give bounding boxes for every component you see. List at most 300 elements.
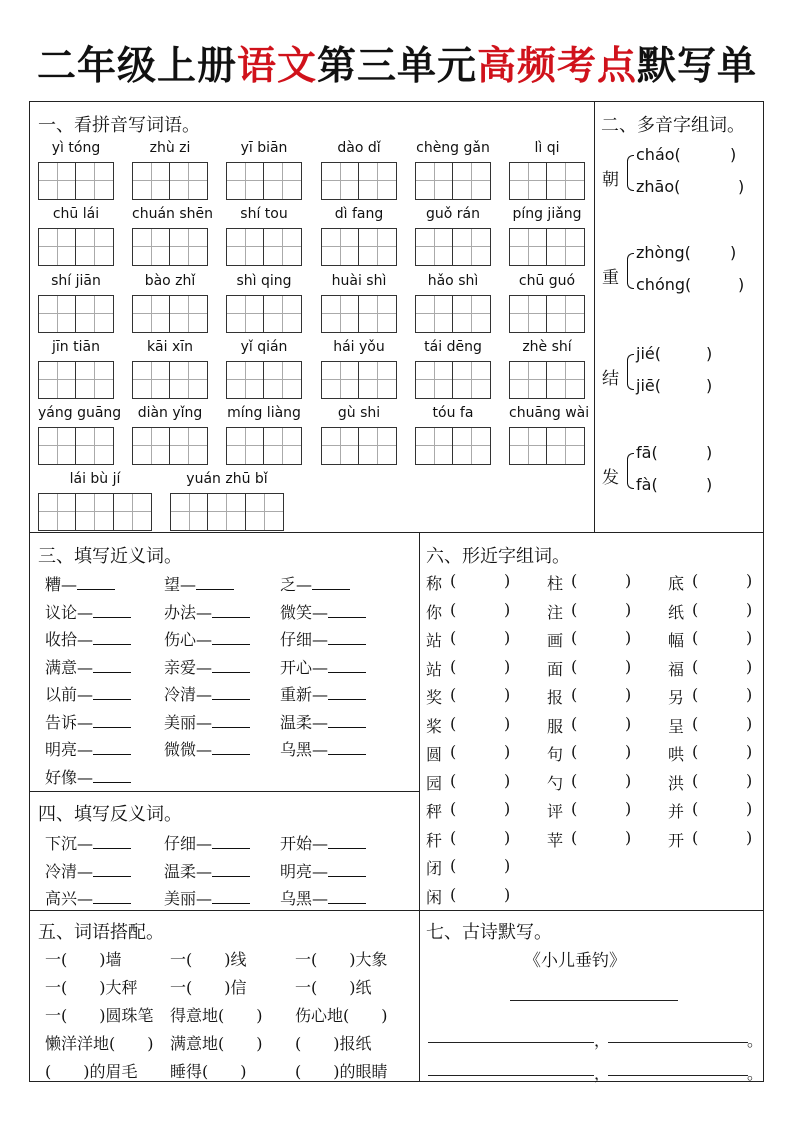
writing-grid[interactable]: [132, 427, 208, 465]
close-paren[interactable]: ): [625, 571, 632, 590]
similar-char: 称: [426, 574, 443, 593]
answer-blank[interactable]: [328, 603, 366, 618]
grid-cell[interactable]: [76, 494, 113, 530]
open-paren: (: [692, 770, 699, 790]
grid-cell[interactable]: [246, 494, 283, 530]
word-label: 温柔—: [164, 861, 213, 881]
answer-blank[interactable]: [212, 630, 250, 645]
grid-cell[interactable]: [547, 362, 584, 398]
writing-grid[interactable]: [415, 427, 491, 465]
close-paren[interactable]: ): [504, 628, 511, 647]
poem-line-2a[interactable]: [428, 1075, 594, 1076]
polyphone-char: 重: [602, 268, 619, 288]
open-paren: (: [692, 713, 699, 733]
poem-author-line[interactable]: [510, 1000, 678, 1001]
grid-cell[interactable]: [416, 296, 453, 332]
close-paren[interactable]: ): [504, 827, 511, 847]
answer-blank[interactable]: [93, 603, 131, 618]
similar-char: 幅: [668, 631, 685, 650]
similar-char: 闲: [426, 887, 443, 907]
writing-grid[interactable]: [321, 427, 397, 465]
grid-cell[interactable]: [39, 229, 76, 265]
pinyin-label: guǒ rán: [426, 206, 480, 222]
writing-grid[interactable]: [38, 295, 114, 333]
poem-line-1a[interactable]: [428, 1042, 594, 1043]
close-paren[interactable]: ): [625, 599, 632, 619]
pinyin-label: píng jiǎng: [512, 206, 582, 222]
word-label: 糟—: [45, 575, 78, 594]
open-paren: (: [571, 685, 578, 704]
writing-grid[interactable]: [226, 295, 302, 333]
word-blank-item: [280, 682, 366, 705]
close-paren[interactable]: ): [746, 628, 753, 647]
grid-cell[interactable]: [133, 428, 170, 464]
word-label: 乌黑—: [280, 889, 329, 908]
matching-item[interactable]: 得意地( ): [170, 1006, 263, 1025]
grid-cell[interactable]: [453, 229, 490, 265]
writing-grid[interactable]: [226, 361, 302, 399]
close-paren[interactable]: ): [625, 742, 632, 761]
writing-grid[interactable]: [38, 427, 114, 465]
brace-icon: [627, 453, 634, 489]
answer-blank[interactable]: [93, 658, 131, 673]
grid-cell[interactable]: [170, 229, 207, 265]
pinyin-label: tái dēng: [424, 339, 482, 355]
grid-cell[interactable]: [227, 362, 264, 398]
similar-char: 开: [668, 830, 685, 850]
grid-cell[interactable]: [227, 229, 264, 265]
word-blank-item: [45, 600, 131, 623]
similar-char: 报: [547, 688, 564, 707]
poem-line-2b[interactable]: [608, 1075, 748, 1076]
grid-cell[interactable]: [510, 362, 547, 398]
section-7-title: 七、古诗默写。: [426, 922, 552, 943]
grid-cell[interactable]: [76, 229, 113, 265]
grid-cell[interactable]: [416, 229, 453, 265]
brace-icon: [627, 155, 634, 191]
word-blank-item: [280, 655, 366, 678]
writing-grid[interactable]: [321, 295, 397, 333]
writing-grid[interactable]: [38, 493, 152, 531]
polyphone-char: 发: [602, 468, 619, 488]
writing-grid[interactable]: [321, 361, 397, 399]
close-paren[interactable]: ): [504, 571, 511, 590]
grid-cell[interactable]: [453, 296, 490, 332]
grid-cell[interactable]: [264, 428, 301, 464]
grid-cell[interactable]: [359, 163, 396, 199]
pinyin-label: bào zhǐ: [144, 273, 196, 289]
polyphone-reading: cháo(: [636, 145, 681, 164]
word-blank-item: [280, 831, 366, 854]
answer-blank[interactable]: [212, 685, 250, 700]
grid-cell[interactable]: [133, 229, 170, 265]
grid-cell[interactable]: [227, 296, 264, 332]
writing-grid[interactable]: [132, 361, 208, 399]
open-paren: (: [571, 656, 578, 676]
matching-item[interactable]: ( )报纸: [295, 1034, 372, 1053]
section-2-title: 二、多音字组词。: [601, 115, 745, 136]
word-blank-item: [280, 886, 366, 909]
answer-blank[interactable]: [328, 630, 366, 645]
poem-line-1b[interactable]: [608, 1042, 748, 1043]
grid-cell[interactable]: [76, 362, 113, 398]
grid-cell[interactable]: [359, 229, 396, 265]
word-label: 冷清—: [164, 685, 213, 704]
close-paren[interactable]: ): [746, 599, 753, 619]
writing-grid[interactable]: [415, 162, 491, 200]
word-blank-item: [164, 600, 250, 623]
pinyin-label: tóu fa: [432, 405, 474, 421]
writing-grid[interactable]: [509, 228, 585, 266]
answer-blank[interactable]: [312, 575, 350, 590]
close-paren[interactable]: ): [504, 599, 511, 619]
word-blank-item: [45, 886, 131, 909]
section-1-title: 一、看拼音写词语。: [38, 115, 200, 136]
close-paren: ): [738, 275, 745, 294]
polyphone-reading: fà(: [636, 475, 658, 494]
word-label: 美丽—: [164, 712, 213, 732]
answer-blank[interactable]: [93, 834, 131, 849]
close-paren[interactable]: ): [746, 799, 753, 818]
answer-blank[interactable]: [212, 889, 250, 904]
open-paren: (: [692, 742, 699, 761]
writing-grid[interactable]: [321, 228, 397, 266]
section-4-title: 四、填写反义词。: [38, 804, 182, 825]
grid-cell[interactable]: [322, 428, 359, 464]
close-paren[interactable]: ): [504, 799, 511, 818]
similar-char: 并: [668, 802, 685, 821]
word-blank-item: [280, 737, 366, 760]
word-label: 温柔—: [280, 712, 329, 732]
grid-cell[interactable]: [416, 362, 453, 398]
grid-cell[interactable]: [133, 163, 170, 199]
open-paren: (: [692, 685, 699, 704]
poem-title: 《小儿垂钓》: [524, 951, 626, 971]
pinyin-label: jīn tiān: [52, 339, 100, 355]
word-label: 仔细—: [164, 834, 213, 853]
grid-cell[interactable]: [416, 428, 453, 464]
close-paren[interactable]: ): [746, 742, 753, 761]
matching-item[interactable]: 满意地( ): [170, 1034, 263, 1053]
close-paren[interactable]: ): [504, 685, 511, 704]
open-paren: (: [571, 742, 578, 761]
similar-char: 奖: [426, 688, 443, 707]
writing-grid[interactable]: [415, 361, 491, 399]
answer-blank[interactable]: [93, 862, 131, 877]
close-paren[interactable]: ): [746, 827, 753, 847]
pinyin-label: chuán shēn: [132, 206, 213, 222]
grid-cell[interactable]: [359, 296, 396, 332]
close-paren[interactable]: ): [625, 770, 632, 790]
grid-cell[interactable]: [510, 296, 547, 332]
open-paren: (: [450, 685, 457, 704]
word-blank-item: [45, 572, 115, 595]
poem-period-1: 。: [747, 1031, 764, 1050]
open-paren: (: [571, 770, 578, 790]
answer-blank[interactable]: [93, 685, 131, 700]
answer-blank[interactable]: [328, 713, 366, 728]
grid-cell[interactable]: [453, 163, 490, 199]
word-blank-item: [45, 655, 131, 678]
grid-cell[interactable]: [510, 229, 547, 265]
grid-cell[interactable]: [76, 296, 113, 332]
close-paren: ): [730, 145, 737, 164]
answer-blank[interactable]: [77, 575, 115, 590]
matching-item[interactable]: 一( )大象: [295, 950, 388, 969]
matching-item[interactable]: 睡得( ): [170, 1062, 247, 1081]
answer-blank[interactable]: [328, 740, 366, 755]
grid-cell[interactable]: [227, 163, 264, 199]
similar-char: 洪: [668, 773, 685, 793]
writing-grid[interactable]: [509, 427, 585, 465]
close-paren: ): [738, 177, 745, 196]
writing-grid[interactable]: [415, 228, 491, 266]
word-label: 乌黑—: [280, 740, 329, 759]
close-paren: ): [706, 376, 713, 395]
word-label: 明亮—: [280, 861, 329, 881]
open-paren: (: [450, 742, 457, 761]
similar-char: 站: [426, 631, 443, 650]
answer-blank[interactable]: [93, 889, 131, 904]
grid-cell[interactable]: [359, 428, 396, 464]
answer-blank[interactable]: [328, 834, 366, 849]
grid-cell[interactable]: [170, 296, 207, 332]
writing-grid[interactable]: [509, 295, 585, 333]
close-paren[interactable]: ): [625, 685, 632, 704]
answer-blank[interactable]: [212, 740, 250, 755]
section-6-box: [419, 532, 764, 911]
open-paren: (: [692, 599, 699, 619]
grid-cell[interactable]: [510, 428, 547, 464]
word-label: 微微—: [164, 740, 213, 759]
matching-item[interactable]: 懒洋洋地( ): [45, 1034, 154, 1053]
pinyin-label: hái yǒu: [333, 339, 385, 355]
writing-grid[interactable]: [38, 228, 114, 266]
open-paren: (: [450, 770, 457, 790]
grid-cell[interactable]: [39, 163, 76, 199]
word-label: 满意—: [45, 657, 94, 677]
answer-blank[interactable]: [212, 834, 250, 849]
writing-grid[interactable]: [132, 228, 208, 266]
polyphone-reading: jié(: [636, 344, 661, 363]
close-paren[interactable]: ): [504, 742, 511, 761]
grid-cell[interactable]: [264, 362, 301, 398]
grid-cell[interactable]: [133, 296, 170, 332]
answer-blank[interactable]: [196, 575, 234, 590]
grid-cell[interactable]: [547, 428, 584, 464]
close-paren[interactable]: ): [504, 856, 511, 875]
writing-grid[interactable]: [226, 228, 302, 266]
writing-grid[interactable]: [38, 162, 114, 200]
polyphone-reading: chóng(: [636, 275, 692, 294]
poem-period-2: 。: [747, 1064, 764, 1083]
grid-cell[interactable]: [322, 229, 359, 265]
similar-char: 服: [547, 716, 564, 736]
grid-cell[interactable]: [322, 163, 359, 199]
answer-blank[interactable]: [93, 630, 131, 645]
close-paren[interactable]: ): [504, 713, 511, 733]
word-blank-item: [164, 682, 250, 705]
open-paren: (: [571, 827, 578, 847]
section-2-box: [594, 101, 764, 533]
answer-blank[interactable]: [212, 862, 250, 877]
answer-blank[interactable]: [328, 889, 366, 904]
answer-blank[interactable]: [328, 658, 366, 673]
writing-grid[interactable]: [509, 361, 585, 399]
open-paren: (: [692, 628, 699, 647]
polyphone-reading: zhòng(: [636, 243, 691, 262]
grid-cell[interactable]: [39, 296, 76, 332]
word-label: 办法—: [164, 602, 213, 622]
writing-grid[interactable]: [226, 427, 302, 465]
answer-blank[interactable]: [212, 658, 250, 673]
grid-cell[interactable]: [264, 163, 301, 199]
matching-item[interactable]: 一( )信: [170, 978, 247, 997]
answer-blank[interactable]: [328, 862, 366, 877]
similar-char: 秤: [426, 802, 443, 821]
grid-cell[interactable]: [171, 494, 208, 530]
close-paren[interactable]: ): [504, 770, 511, 790]
word-blank-item: [280, 600, 366, 623]
polyphone-reading: fā(: [636, 443, 658, 462]
matching-item[interactable]: 伤心地( ): [295, 1006, 388, 1025]
matching-item[interactable]: 一( )墙: [45, 950, 122, 969]
pinyin-label: lái bù jí: [69, 471, 121, 487]
writing-grid[interactable]: [132, 162, 208, 200]
open-paren: (: [450, 799, 457, 818]
similar-char: 另: [668, 688, 685, 707]
section-6-title: 六、形近字组词。: [426, 546, 570, 567]
word-label: 议论—: [45, 602, 94, 622]
matching-item[interactable]: 一( )线: [170, 950, 247, 969]
writing-grid[interactable]: [321, 162, 397, 200]
close-paren[interactable]: ): [625, 656, 632, 676]
grid-cell[interactable]: [39, 428, 76, 464]
similar-char: 圆: [426, 745, 443, 764]
matching-item[interactable]: 一( )圆珠笔: [45, 1006, 154, 1025]
close-paren[interactable]: ): [625, 628, 632, 647]
grid-cell[interactable]: [227, 428, 264, 464]
similar-char: 呈: [668, 716, 685, 736]
close-paren[interactable]: ): [625, 827, 632, 847]
grid-cell[interactable]: [547, 229, 584, 265]
similar-char: 秆: [426, 830, 443, 850]
answer-blank[interactable]: [93, 768, 131, 783]
grid-cell[interactable]: [170, 362, 207, 398]
brace-icon: [627, 253, 634, 289]
matching-item[interactable]: ( )的眉毛: [45, 1062, 138, 1081]
writing-grid[interactable]: [170, 493, 284, 531]
close-paren[interactable]: ): [746, 571, 753, 590]
open-paren: (: [692, 799, 699, 818]
grid-cell[interactable]: [264, 229, 301, 265]
pinyin-label: chèng gǎn: [416, 140, 490, 156]
polyphone-reading: zhāo(: [636, 177, 681, 196]
word-label: 开心—: [280, 657, 329, 677]
open-paren: (: [450, 628, 457, 647]
grid-cell[interactable]: [453, 428, 490, 464]
word-label: 开始—: [280, 834, 329, 853]
pinyin-label: yī biān: [240, 140, 288, 156]
close-paren: ): [706, 475, 713, 494]
open-paren: (: [450, 827, 457, 847]
answer-blank[interactable]: [93, 740, 131, 755]
open-paren: (: [450, 713, 457, 733]
close-paren[interactable]: ): [746, 656, 753, 676]
polyphone-reading: jiē(: [636, 376, 661, 395]
open-paren: (: [692, 827, 699, 847]
grid-cell[interactable]: [76, 428, 113, 464]
grid-cell[interactable]: [264, 296, 301, 332]
grid-cell[interactable]: [322, 296, 359, 332]
word-blank-item: [164, 831, 250, 854]
grid-cell[interactable]: [547, 296, 584, 332]
matching-item[interactable]: 一( )纸: [295, 978, 372, 997]
grid-cell[interactable]: [114, 494, 151, 530]
writing-grid[interactable]: [38, 361, 114, 399]
word-label: 美丽—: [164, 889, 213, 908]
grid-cell[interactable]: [510, 163, 547, 199]
similar-char: 苹: [547, 830, 564, 850]
word-label: 告诉—: [45, 712, 94, 732]
writing-grid[interactable]: [415, 295, 491, 333]
word-label: 微笑—: [280, 602, 329, 622]
close-paren[interactable]: ): [746, 685, 753, 704]
answer-blank[interactable]: [93, 713, 131, 728]
pinyin-label: chū lái: [52, 206, 100, 222]
writing-grid[interactable]: [226, 162, 302, 200]
word-label: 高兴—: [45, 889, 94, 908]
writing-grid[interactable]: [132, 295, 208, 333]
grid-cell[interactable]: [170, 428, 207, 464]
word-blank-item: [280, 710, 366, 733]
answer-blank[interactable]: [212, 713, 250, 728]
answer-blank[interactable]: [328, 685, 366, 700]
close-paren[interactable]: ): [625, 799, 632, 818]
grid-cell[interactable]: [208, 494, 245, 530]
grid-cell[interactable]: [359, 362, 396, 398]
word-blank-item: [164, 710, 250, 733]
grid-cell[interactable]: [170, 163, 207, 199]
grid-cell[interactable]: [39, 362, 76, 398]
answer-blank[interactable]: [212, 603, 250, 618]
close-paren[interactable]: ): [746, 770, 753, 790]
grid-cell[interactable]: [416, 163, 453, 199]
matching-item[interactable]: 一( )大秤: [45, 978, 138, 997]
grid-cell[interactable]: [453, 362, 490, 398]
close-paren[interactable]: ): [504, 884, 511, 904]
pinyin-label: zhù zi: [149, 140, 191, 156]
writing-grid[interactable]: [509, 162, 585, 200]
word-label: 伤心—: [164, 630, 213, 649]
grid-cell[interactable]: [39, 494, 76, 530]
grid-cell[interactable]: [76, 163, 113, 199]
pinyin-label: chū guó: [518, 273, 576, 289]
close-paren[interactable]: ): [625, 713, 632, 733]
close-paren[interactable]: ): [504, 656, 511, 676]
word-blank-item: [45, 627, 131, 650]
close-paren[interactable]: ): [746, 713, 753, 733]
similar-char: 哄: [668, 745, 685, 764]
close-paren: ): [706, 344, 713, 363]
grid-cell[interactable]: [547, 163, 584, 199]
grid-cell[interactable]: [322, 362, 359, 398]
matching-item[interactable]: ( )的眼睛: [295, 1062, 388, 1081]
grid-cell[interactable]: [133, 362, 170, 398]
word-blank-item: [45, 682, 131, 705]
word-label: 仔细—: [280, 630, 329, 649]
word-blank-item: [45, 831, 131, 854]
